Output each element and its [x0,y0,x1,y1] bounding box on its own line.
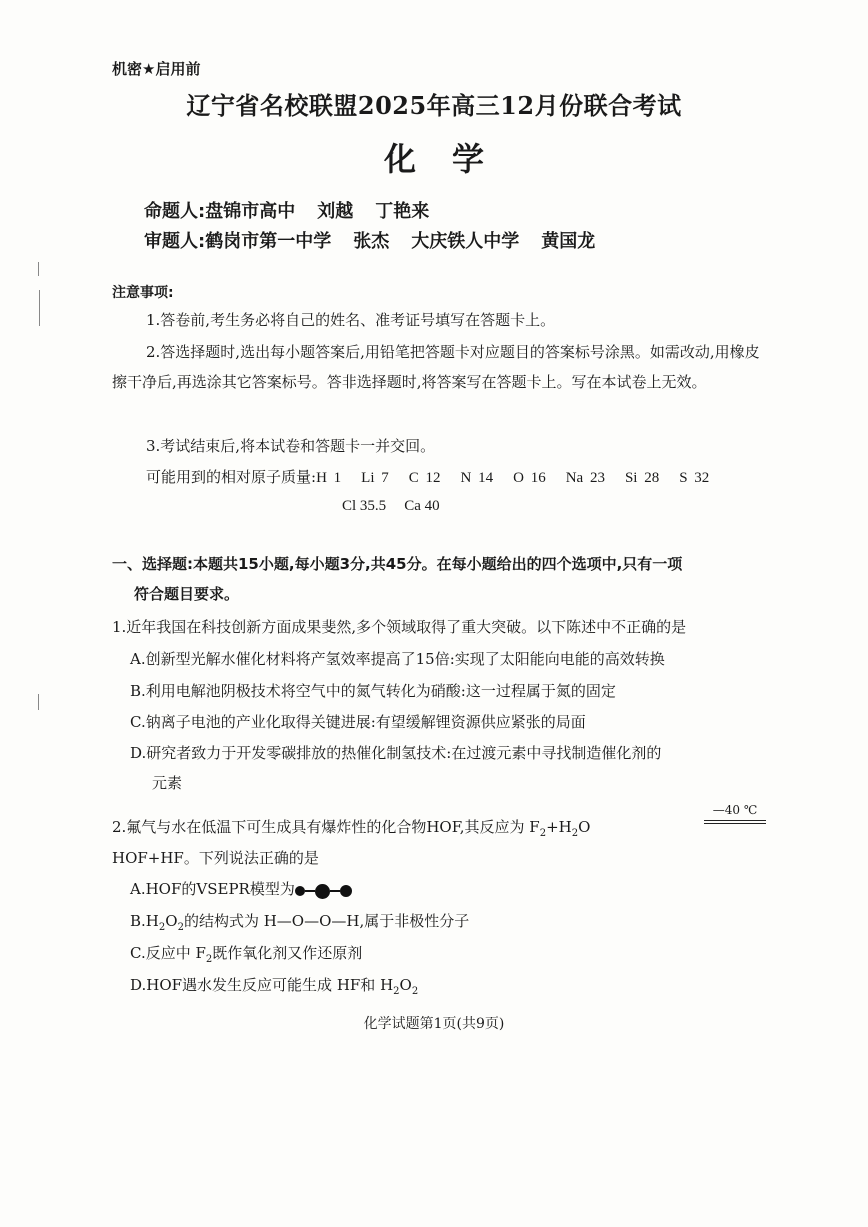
mass-item: O 16 [513,470,546,486]
section-heading [112,549,772,609]
setter-name: 丁艳来 [375,201,430,222]
mass-item: Cl 35.5 [342,498,387,514]
q1-option-d-line2: 元素 [152,774,183,792]
mass-item: Si 28 [624,470,660,486]
q2-option-b-text: O [165,912,178,930]
q2-option-c-text: C.反应中 F [130,944,206,962]
q1-option-a: A.创新型光解水催化材料将产氢效率提高了15倍:实现了太阳能向电能的高效转换 [130,650,665,668]
setters-line [144,197,451,223]
subscript: 2 [539,828,547,839]
subscript: 2 [393,986,400,997]
reviewers-label: 审题人: [144,231,206,252]
q2-stem-text: +H [546,818,572,836]
q2-option-a [130,878,352,899]
q2-option-c-text: 既作氧化剂又作还原剂 [212,944,363,962]
q2-option-b-text: B.H [130,912,159,930]
reviewer-name: 张杰 [353,231,390,252]
q2-option-d-text: O [399,976,412,994]
q2-stem-text: 2.氟气与水在低温下可生成具有爆炸性的化合物HOF,其反应为 F [112,818,540,836]
subscript: 2 [571,828,579,839]
subscript: 2 [177,922,184,933]
scan-mark [38,262,39,276]
q1-option-c: C.钠离子电池的产业化取得关键进展:有望缓解锂资源供应紧张的局面 [130,713,586,731]
setter-name: 盘锦市高中 [205,201,296,222]
q1-option-b: B.利用电解池阴极技术将空气中的氮气转化为硝酸:这一过程属于氮的固定 [130,682,616,700]
section-line-2: 符合题目要求。 [134,585,240,603]
subject-title: 化学 [383,140,520,178]
scan-mark [38,694,39,710]
q2-option-b-text: 的结构式为 H—O—O—H,属于非极性分子 [183,912,470,930]
reviewer-name: 鹤岗市第一中学 [205,231,332,252]
atomic-masses-row-1 [146,466,729,487]
mass-item: Li 7 [361,470,389,486]
subscript: 2 [411,986,419,997]
q2-option-a-text: A.HOF的VSEPR模型为 [130,880,295,898]
q1-option-d-line1: D.研究者致力于开发零碳排放的热催化制氢技术:在过渡元素中寻找制造催化剂的 [130,744,662,762]
mass-item: Na 23 [565,470,605,486]
q1-option-d [130,738,772,798]
mass-item: H 1 [316,470,342,486]
notice-item-3: 3.考试结束后,将本试卷和答题卡一并交回。 [146,437,436,455]
equals-double-line [704,820,766,824]
mass-item: S 32 [679,470,710,486]
subscript: 2 [158,922,166,933]
masses-label: 可能用到的相对原子质量: [146,468,317,486]
mass-item: Ca 40 [404,498,440,514]
reaction-condition-arrow [704,803,766,824]
mass-item: C 12 [408,470,441,486]
exam-title: 辽宁省名校联盟2025年高三12月份联合考试 [186,91,682,120]
notice-item-1: 1.答卷前,考生务必将自己的姓名、准考证号填写在答题卡上。 [146,311,556,329]
q2-option-b [130,910,469,933]
scan-mark [39,290,40,326]
q2-option-d-text: D.HOF遇水发生反应可能生成 HF和 H [130,976,394,994]
subscript: 2 [205,954,213,965]
setters-label: 命题人: [144,201,206,222]
q2-stem-line1 [112,816,590,839]
notice-heading: 注意事项: [112,285,174,301]
q2-stem-line2: HOF+HF。下列说法正确的是 [112,849,319,867]
vsepr-model-diagram [295,881,352,899]
reviewer-name: 黄国龙 [541,231,596,252]
mass-item: N 14 [460,470,494,486]
q2-stem-text: O [578,818,591,836]
atomic-masses-row-2 [342,498,458,515]
reviewer-name: 大庆铁人中学 [411,231,520,252]
reaction-condition: —40 ℃ [712,803,758,817]
q2-option-d [130,974,418,997]
section-line-1: 一、选择题:本题共15小题,每小题3分,共45分。在每小题给出的四个选项中,只有一项 [112,555,683,573]
confidential-label: 机密★启用前 [112,60,201,78]
page-footer: 化学试题第1页(共9页) [363,1016,505,1032]
q1-stem: 1.近年我国在科技创新方面成果斐然,多个领域取得了重大突破。以下陈述中不正确的是 [112,618,687,636]
notice-item-2: 2.答选择题时,选出每小题答案后,用铅笔把答题卡对应题目的答案标号涂黑。如需改动,用橡皮擦干净后,再选涂其它答案标号。答非选择题时,将答案写在答题卡上。写在本试卷上无效。 [112,343,760,391]
reviewers-line [144,227,617,253]
q2-option-c [130,942,362,965]
setter-name: 刘越 [317,201,354,222]
